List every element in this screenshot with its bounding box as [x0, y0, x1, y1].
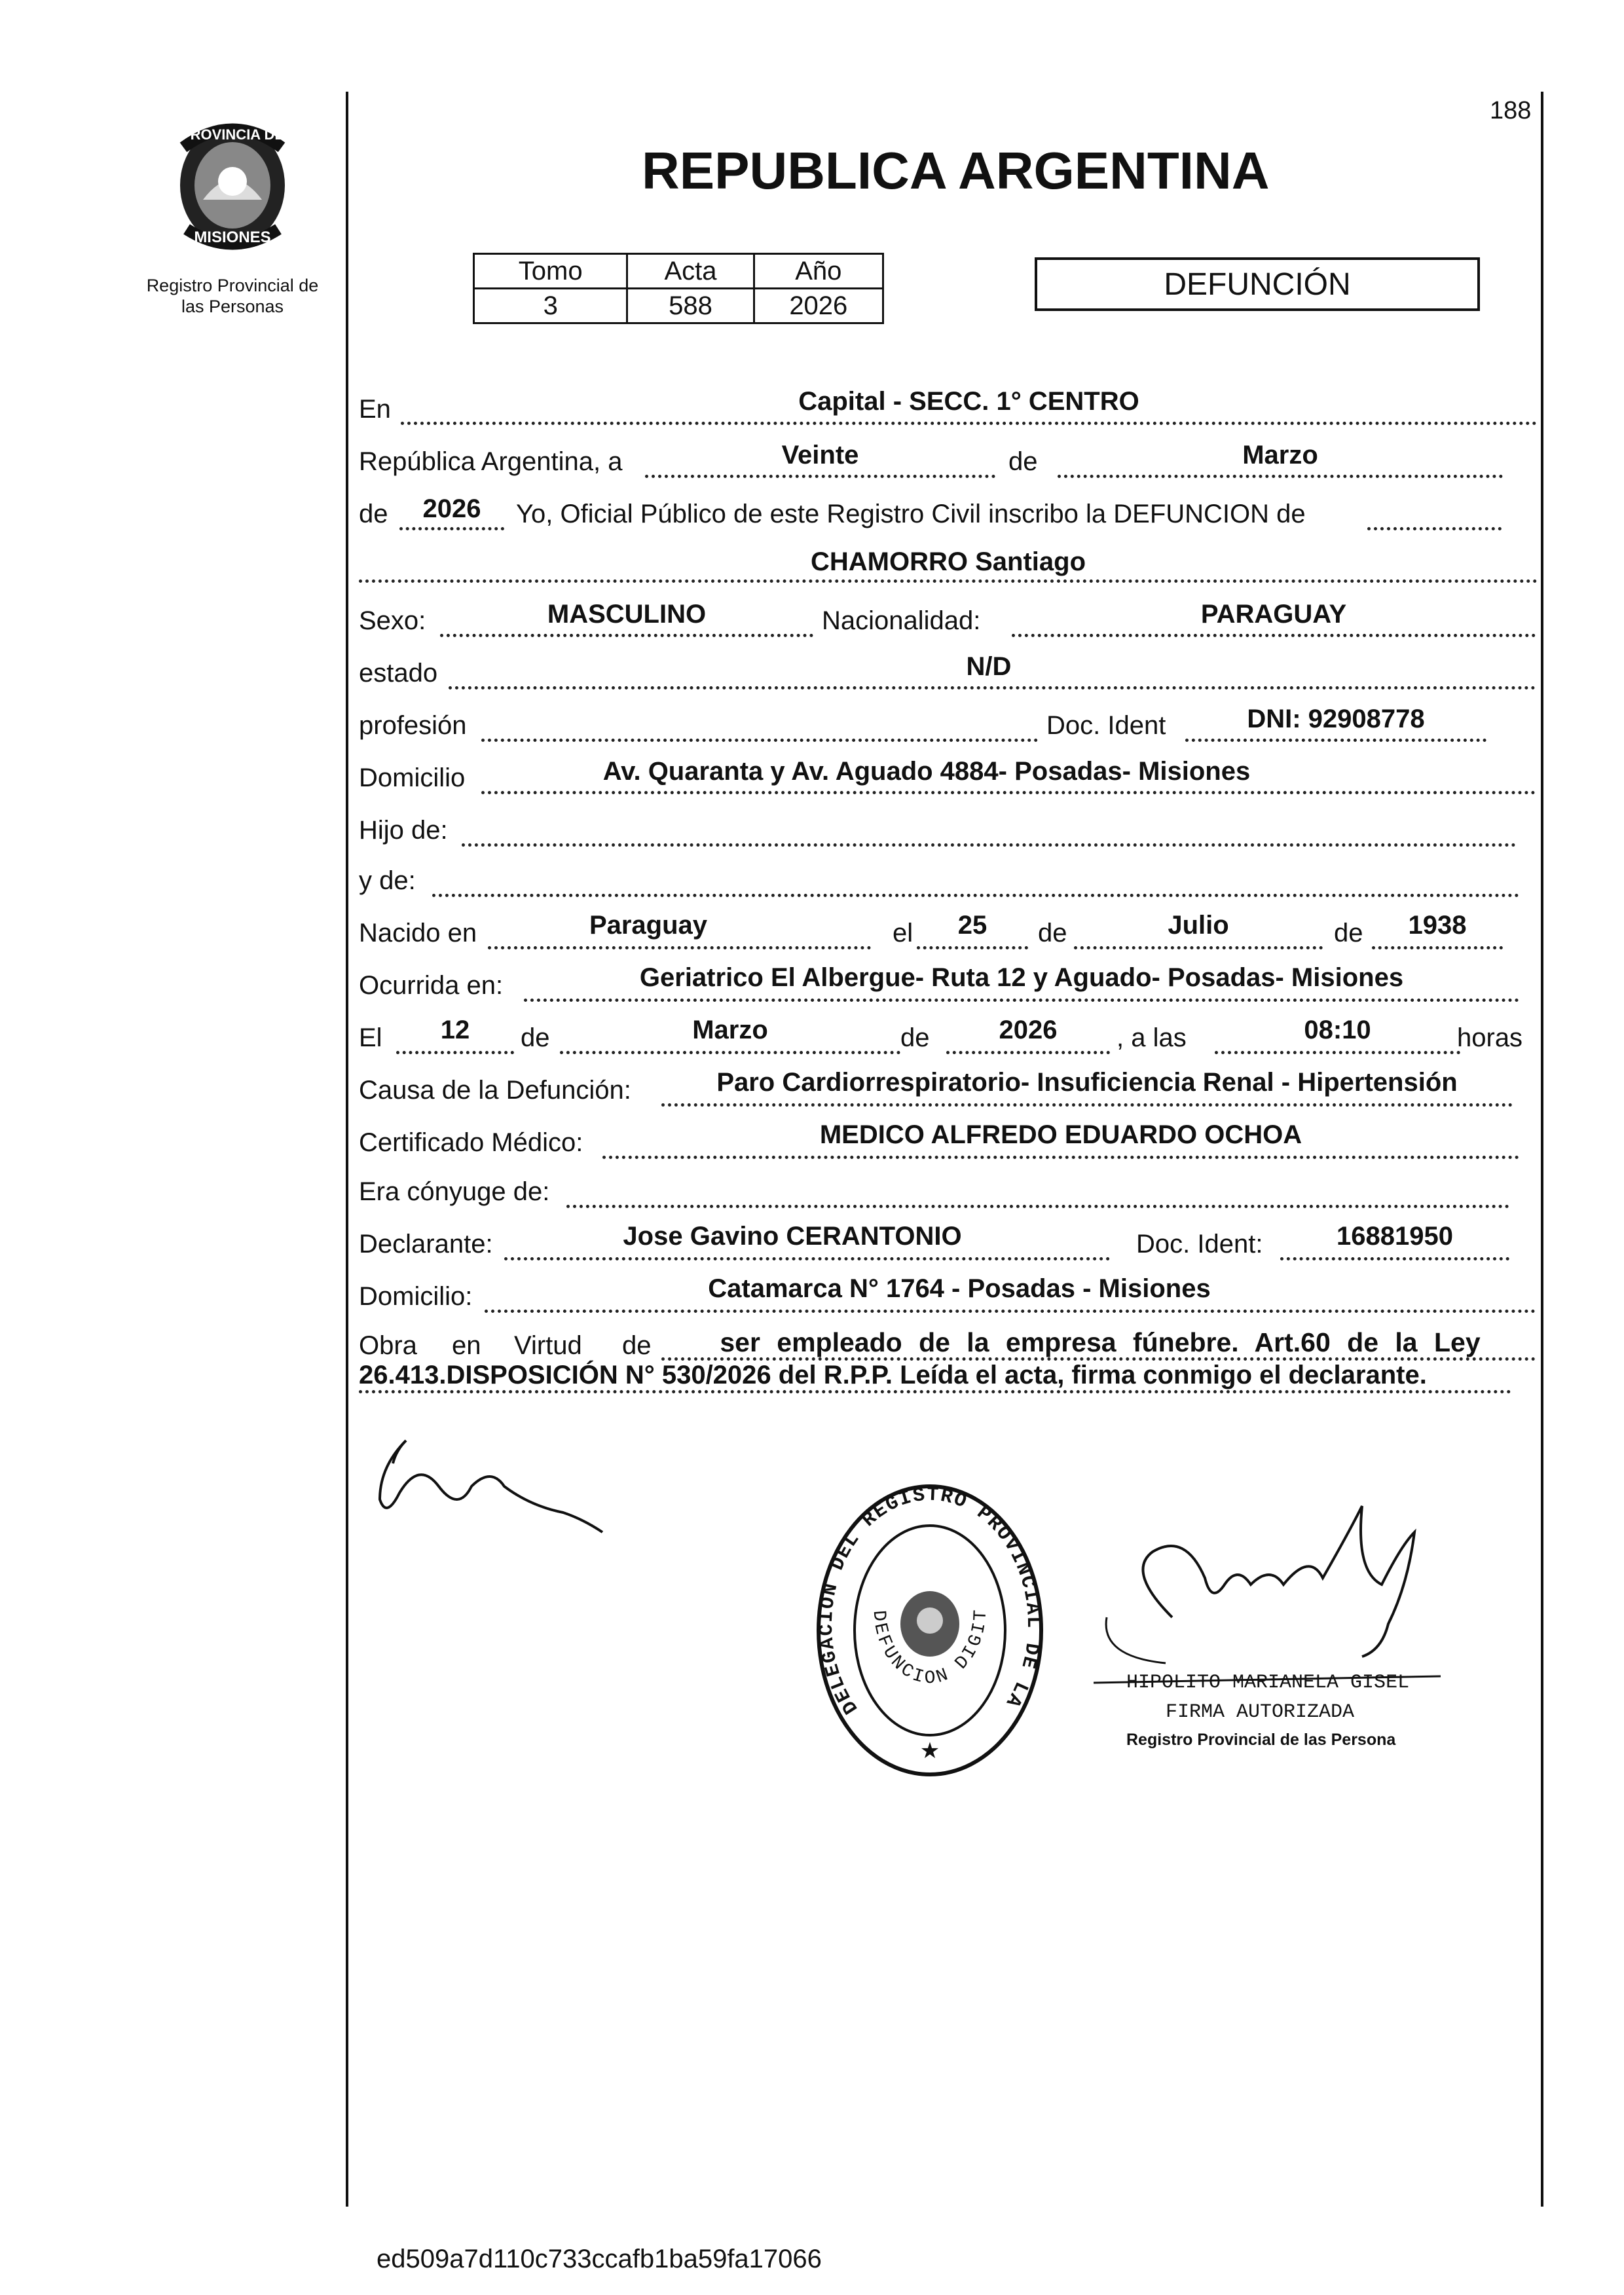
domicilio2-value: Catamarca N° 1764 - Posadas - Misiones	[708, 1274, 1211, 1303]
estado-value: N/D	[966, 652, 1012, 681]
province-logo	[157, 108, 308, 259]
birth-de-label: de	[1038, 919, 1067, 947]
acta-table	[473, 253, 884, 324]
declarante-doc-value: 16881950	[1337, 1222, 1453, 1251]
country-title: REPUBLICA ARGENTINA	[642, 141, 1270, 200]
official-title: FIRMA AUTORIZADA	[1166, 1701, 1355, 1723]
document-type: DEFUNCIÓN	[1164, 266, 1351, 302]
birth-day: 25	[957, 911, 987, 940]
declarante-label: Declarante:	[359, 1230, 493, 1258]
doc-ident-value: DNI: 92908778	[1247, 705, 1425, 733]
tomo-header: Tomo	[474, 254, 627, 289]
sexo-value: MASCULINO	[547, 600, 707, 629]
anio-header: Año	[754, 254, 883, 289]
alas-label: , a las	[1116, 1023, 1187, 1052]
nacionalidad-label: Nacionalidad:	[822, 606, 981, 635]
ocurrida-value: Geriatrico El Albergue- Ruta 12 y Aguado- Posadas- Misiones	[639, 963, 1404, 992]
republica-label: República Argentina, a	[359, 447, 623, 476]
page-number: 188	[1490, 97, 1532, 124]
el-label: el	[893, 919, 913, 947]
domicilio-value: Av. Quaranta y Av. Aguado 4884- Posadas- Misiones	[602, 757, 1251, 786]
declarante-value: Jose Gavino CERANTONIO	[623, 1222, 962, 1251]
certificado-value: MEDICO ALFREDO EDUARDO OCHOA	[819, 1120, 1302, 1149]
y-de-label: y de:	[359, 866, 416, 895]
official-stamp	[812, 1480, 1048, 1781]
en-label: En	[359, 395, 391, 424]
svg-text:MISIONES: MISIONES	[194, 229, 271, 246]
svg-text:DEFUNCION DIGITAL: DEFUNCION DIGIT	[868, 1607, 992, 1689]
nacido-value: Paraguay	[589, 911, 708, 940]
declarante-doc-label: Doc. Ident:	[1136, 1230, 1263, 1258]
obra-word-3: Virtud	[514, 1331, 582, 1360]
svg-text:★: ★	[919, 1738, 940, 1763]
causa-value: Paro Cardiorrespiratorio- Insuficiencia Renal - Hipertensión	[716, 1068, 1458, 1097]
nacionalidad-value: PARAGUAY	[1200, 600, 1347, 629]
estado-label: estado	[359, 659, 438, 688]
death-month: Marzo	[692, 1016, 768, 1044]
death-de2-label: de	[900, 1023, 930, 1052]
de2-label: de	[359, 500, 388, 528]
document-type-box	[1035, 257, 1480, 311]
declarant-signature	[367, 1427, 616, 1545]
obra-word-1: Obra	[359, 1331, 417, 1360]
en-value: Capital - SECC. 1° CENTRO	[798, 387, 1139, 416]
day-value: Veinte	[781, 441, 859, 469]
official-signature	[1074, 1493, 1480, 1689]
conyuge-label: Era cónyuge de:	[359, 1177, 550, 1206]
year-value: 2026	[422, 494, 481, 523]
month-value: Marzo	[1242, 441, 1318, 469]
deceased-name: CHAMORRO Santiago	[811, 547, 1086, 576]
acta-value: 588	[627, 289, 754, 323]
obra-word-4: de	[622, 1331, 652, 1360]
nacido-label: Nacido en	[359, 919, 477, 947]
domicilio-label: Domicilio	[359, 763, 466, 792]
death-time: 08:10	[1304, 1016, 1371, 1044]
sexo-label: Sexo:	[359, 606, 426, 635]
right-margin-line	[1541, 92, 1543, 2207]
acta-header: Acta	[627, 254, 754, 289]
birth-month: Julio	[1168, 911, 1229, 940]
registry-name-line2: las Personas	[181, 297, 284, 317]
de-label: de	[1008, 447, 1038, 476]
death-year: 2026	[999, 1016, 1058, 1044]
tomo-value: 3	[474, 289, 627, 323]
anio-value: 2026	[754, 289, 883, 323]
left-margin-line	[346, 92, 348, 2207]
death-de-label: de	[521, 1023, 550, 1052]
horas-label: horas	[1457, 1023, 1523, 1052]
svg-text:DELEGACION DEL REGISTRO PROVIN: DELEGACION DEL REGISTRO PROVINCIAL DE LA	[815, 1484, 1044, 1718]
death-day: 12	[440, 1016, 470, 1044]
el2-label: El	[359, 1023, 382, 1052]
obra-word-2: en	[452, 1331, 481, 1360]
domicilio2-label: Domicilio:	[359, 1282, 473, 1311]
registry-name-line1: Registro Provincial de	[146, 276, 319, 295]
birth-de2-label: de	[1334, 919, 1363, 947]
causa-label: Causa de la Defunción:	[359, 1076, 631, 1105]
obra-line2: 26.413.DISPOSICIÓN N° 530/2026 del R.P.P. Leída el acta, firma conmigo el declarante.	[359, 1361, 1427, 1389]
profesion-label: profesión	[359, 711, 467, 740]
svg-text:PROVINCIA DE: PROVINCIA DE	[180, 126, 285, 143]
certificado-label: Certificado Médico:	[359, 1128, 583, 1157]
birth-year: 1938	[1408, 911, 1467, 940]
ocurrida-label: Ocurrida en:	[359, 971, 504, 1000]
official-name: HIPOLITO MARIANELA GISEL	[1126, 1672, 1410, 1694]
obra-line1: ser empleado de la empresa fúnebre. Art.60 de la Ley	[720, 1327, 1481, 1357]
official-org: Registro Provincial de las Persona	[1126, 1731, 1396, 1749]
hijo-de-label: Hijo de:	[359, 816, 448, 845]
inscribo-text: Yo, Oficial Público de este Registro Civil inscribo la DEFUNCION de	[516, 500, 1306, 528]
doc-ident-label: Doc. Ident	[1046, 711, 1166, 740]
document-hash: ed509a7d110c733ccafb1ba59fa17066	[377, 2245, 822, 2273]
